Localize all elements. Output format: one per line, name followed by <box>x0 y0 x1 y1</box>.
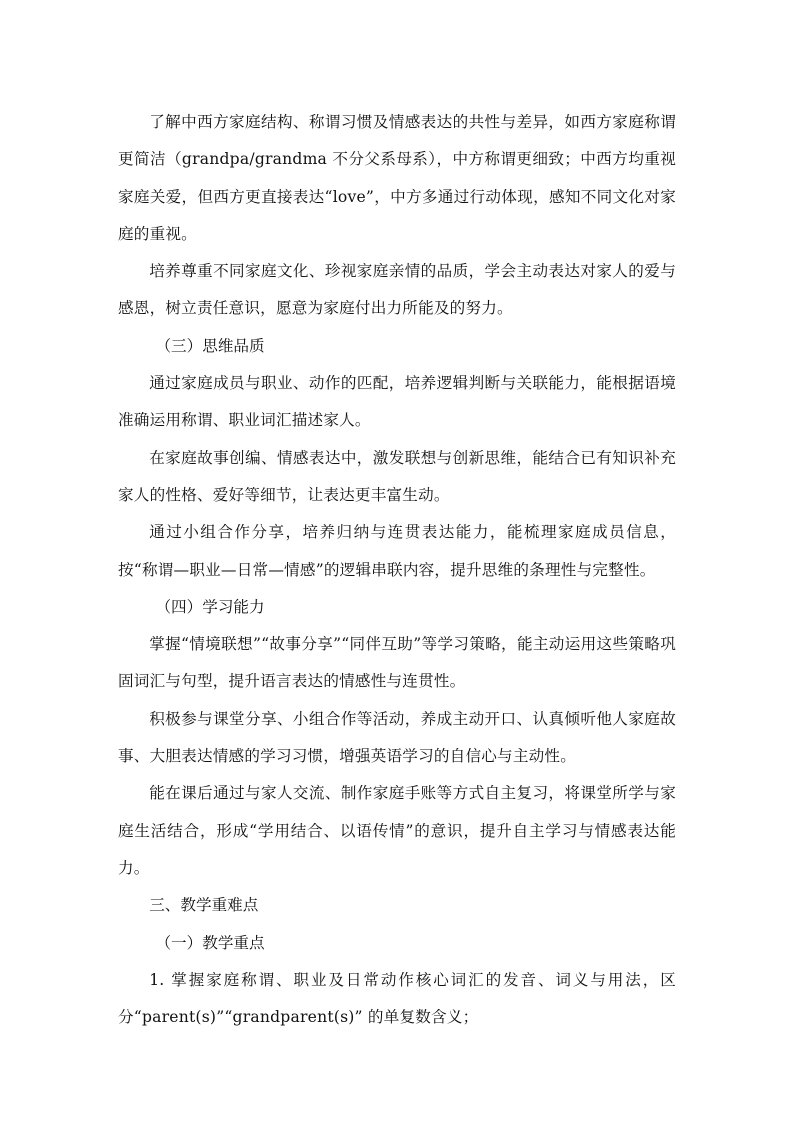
paragraph-learning-habits: 积极参与课堂分享、小组合作等活动，养成主动开口、认真倾听他人家庭故事、大胆表达情感的学习习惯，增强英语学习的自信心与主动性。 <box>118 709 676 766</box>
section-heading-thinking-quality: （三）思维品质 <box>155 336 265 355</box>
section-heading-learning-ability: （四）学习能力 <box>155 597 265 616</box>
paragraph-culture-comparison: 了解中西方家庭结构、称谓习惯及情感表达的共性与差异，如西方家庭称谓更简洁（grandpa/grandma 不分父系母系），中方称谓更细致；中西方均重视家庭关爱，但西方更直接表达“love”，中方多通过行动体现，感知不同文化对家庭的重视。 <box>118 113 676 243</box>
paragraph-logic-matching: 通过家庭成员与职业、动作的匹配，培养逻辑判断与关联能力，能根据语境准确运用称谓、职业词汇描述家人。 <box>118 374 676 430</box>
section-heading-teaching-focus: （一）教学重点 <box>155 933 265 952</box>
paragraph-learning-strategies: 掌握“情境联想”“故事分享”“同伴互助”等学习策略，能主动运用这些策略巩固词汇与句型，提升语言表达的情感性与连贯性。 <box>118 635 676 691</box>
section-heading-key-points: 三、教学重难点 <box>149 896 259 915</box>
paragraph-self-review: 能在课后通过与家人交流、制作家庭手账等方式自主复习，将课堂所学与家庭生活结合，形成“学用结合、以语传情”的意识，提升自主学习与情感表达能力。 <box>118 784 676 877</box>
paragraph-group-sharing: 通过小组合作分享，培养归纳与连贯表达能力，能梳理家庭成员信息，按“称谓—职业—日常—情感”的逻辑串联内容，提升思维的条理性与完整性。 <box>118 523 676 579</box>
document-body <box>118 104 676 1036</box>
paragraph-focus-item-1: 1. 掌握家庭称谓、职业及日常动作核心词汇的发音、词义与用法，区分“parent(s)”“grandparent(s)” 的单复数含义； <box>118 970 676 1027</box>
paragraph-creative-thinking: 在家庭故事创编、情感表达中，激发联想与创新思维，能结合已有知识补充家人的性格、爱好等细节，让表达更丰富生动。 <box>118 448 676 504</box>
paragraph-family-values: 培养尊重不同家庭文化、珍视家庭亲情的品质，学会主动表达对家人的爱与感恩，树立责任意识，愿意为家庭付出力所能及的努力。 <box>118 262 676 318</box>
